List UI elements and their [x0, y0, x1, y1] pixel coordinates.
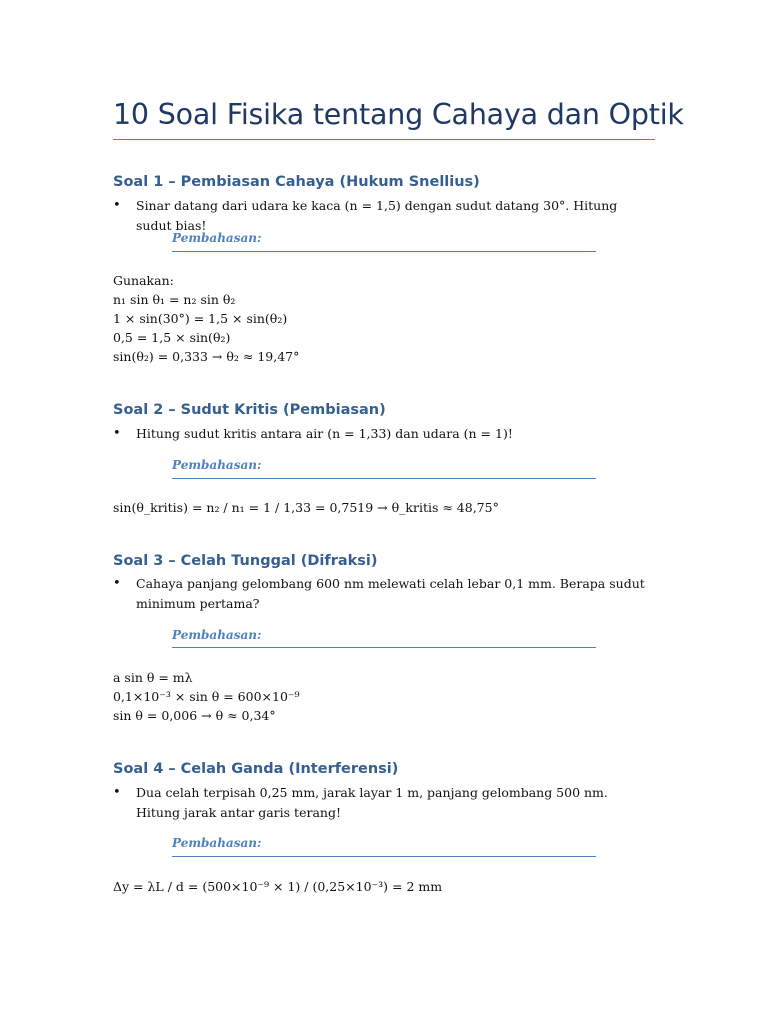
bullet-icon: • [113, 426, 121, 441]
problem-4-question-text: Dua celah terpisah 0,25 mm, jarak layar 1 m, panjang gelombang 500 nm. Hitung jarak antar garis terang! [136, 785, 608, 820]
problem-1-discussion-rule [172, 251, 596, 252]
problem-4-solution [113, 877, 442, 896]
problem-2-heading: Soal 2 – Sudut Kritis (Pembiasan) [113, 402, 386, 418]
problem-1-solution [113, 271, 299, 366]
problem-1-question-text: Sinar datang dari udara ke kaca (n = 1,5) dengan sudut datang 30°. Hitung sudut bias! [136, 198, 618, 233]
problem-3-solution [113, 668, 300, 725]
solution-line: n₁ sin θ₁ = n₂ sin θ₂ [113, 292, 236, 307]
bullet-icon: • [113, 785, 121, 800]
solution-line: sin(θ_kritis) = n₂ / n₁ = 1 / 1,33 = 0,7519 → θ_kritis ≈ 48,75° [113, 500, 499, 515]
problem-3-question-text: Cahaya panjang gelombang 600 nm melewati celah lebar 0,1 mm. Berapa sudut minimum pertama? [136, 576, 645, 611]
bullet-icon: • [113, 198, 121, 213]
solution-line: Δy = λL / d = (500×10⁻⁹ × 1) / (0,25×10⁻³) = 2 mm [113, 879, 443, 894]
solution-line: a sin θ = mλ [113, 670, 193, 685]
problem-4-heading: Soal 4 – Celah Ganda (Interferensi) [113, 761, 399, 777]
problem-2-solution [113, 498, 499, 517]
title-underline [113, 139, 655, 140]
problem-1-discussion-label: Pembahasan: [172, 231, 262, 245]
problem-4-discussion-label: Pembahasan: [172, 836, 262, 850]
bullet-icon: • [113, 576, 121, 591]
solution-line: 1 × sin(30°) = 1,5 × sin(θ₂) [113, 311, 288, 326]
problem-2-discussion-label: Pembahasan: [172, 458, 262, 472]
problem-4-discussion-rule [172, 856, 596, 857]
solution-line: Gunakan: [113, 273, 174, 288]
solution-line: sin(θ₂) = 0,333 → θ₂ ≈ 19,47° [113, 349, 300, 364]
problem-1-heading: Soal 1 – Pembiasan Cahaya (Hukum Snellius) [113, 174, 480, 190]
problem-2-question-text: Hitung sudut kritis antara air (n = 1,33) dan udara (n = 1)! [136, 426, 513, 441]
problem-3-discussion-rule [172, 647, 596, 648]
solution-line: 0,1×10⁻³ × sin θ = 600×10⁻⁹ [113, 689, 300, 704]
problem-3-discussion-label: Pembahasan: [172, 628, 262, 642]
solution-line: 0,5 = 1,5 × sin(θ₂) [113, 330, 231, 345]
problem-2-discussion-rule [172, 478, 596, 479]
document-title: 10 Soal Fisika tentang Cahaya dan Optik [113, 98, 684, 131]
solution-line: sin θ = 0,006 → θ ≈ 0,34° [113, 708, 276, 723]
problem-3-heading: Soal 3 – Celah Tunggal (Difraksi) [113, 553, 378, 569]
